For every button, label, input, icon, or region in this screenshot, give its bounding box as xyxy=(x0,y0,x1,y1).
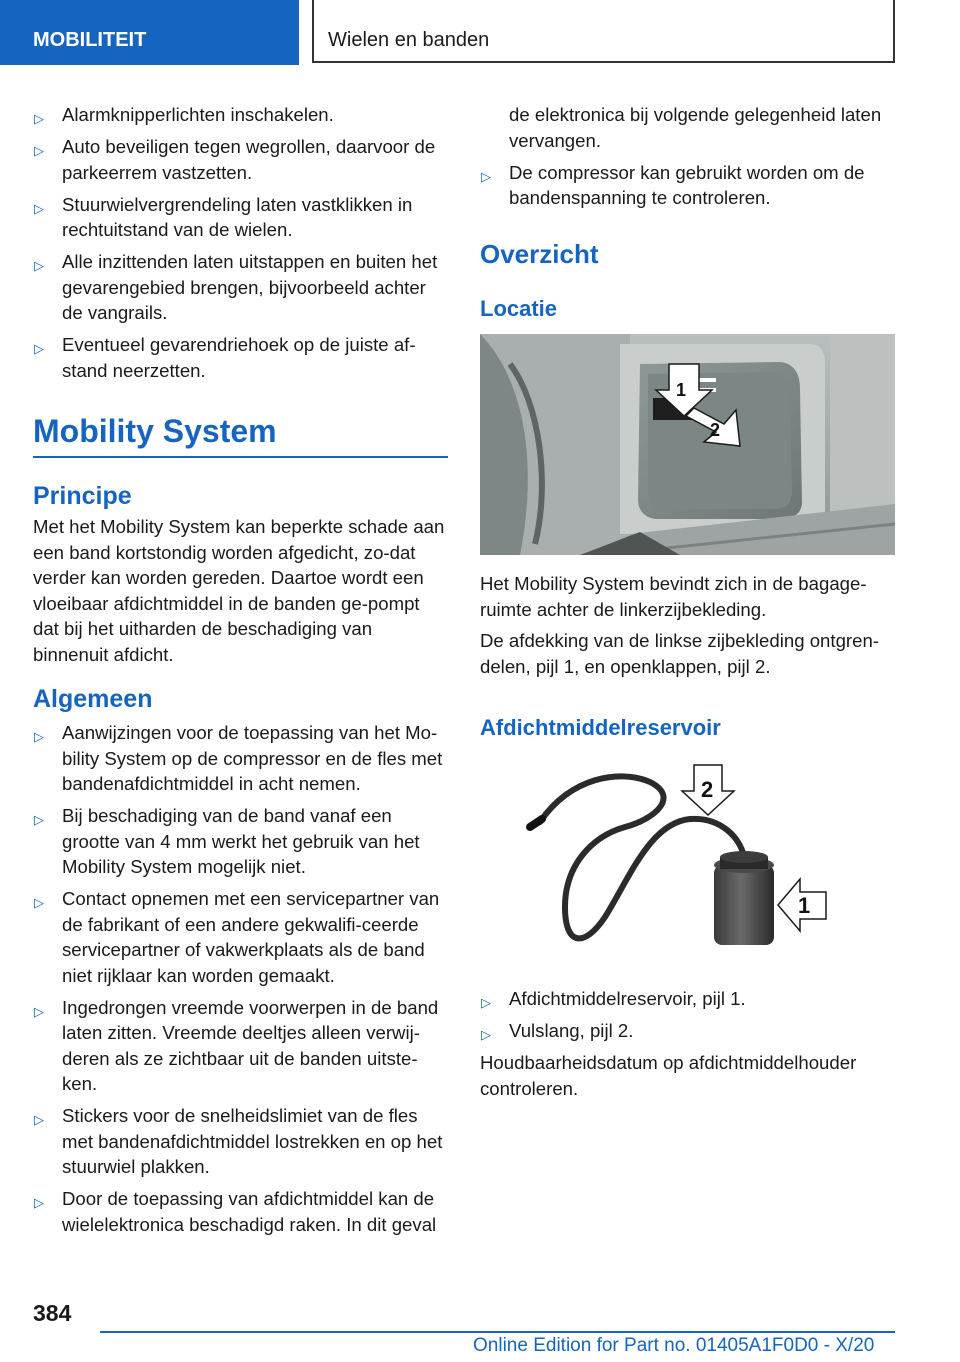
list-item: ▷ Ingedrongen vreemde voorwerpen in de band laten zitten. Vreemde deeltjes alleen verwij‐deren als ze zichtbaar uit de banden uitste‐ken. xyxy=(34,996,439,1094)
triangle-right-icon: ▷ xyxy=(34,729,44,744)
principe-text: Met het Mobility System kan beperkte schade aan een band kortstondig worden afgedicht, zo‐dat verder kan worden gereden. Daartoe wordt een vloeibaar afdichtmiddel in de banden ge‐pompt dat bij het uitharden de beschadiging van binnenuit afdicht. xyxy=(33,516,445,665)
list-item: ▷ De compressor kan gebruikt worden om de bandenspanning te controleren. xyxy=(481,161,865,208)
list-item: ▷ Bij beschadiging van de band vanaf een grootte van 4 mm werkt het gebruik van het Mobility System mogelijk niet. xyxy=(34,805,420,877)
principe-heading: Principe xyxy=(33,482,132,510)
triangle-right-icon: ▷ xyxy=(34,143,44,158)
reservoir-text: Houdbaarheidsdatum op afdichtmiddelhouder controleren. xyxy=(480,1052,857,1099)
reservoir-heading: Afdichtmiddelreservoir xyxy=(480,715,721,740)
list-item: ▷ Vulslang, pijl 2. xyxy=(480,1018,895,1044)
page-number: 384 xyxy=(33,1300,72,1326)
footer-divider xyxy=(100,1331,895,1333)
list-item: ▷ Stickers voor de snelheidslimiet van de fles met bandenafdichtmiddel lostrekken en op het stuurwiel plakken. xyxy=(34,1105,443,1177)
triangle-right-icon: ▷ xyxy=(481,168,491,184)
triangle-right-icon: ▷ xyxy=(481,995,491,1010)
triangle-right-icon: ▷ xyxy=(34,1112,44,1127)
triangle-right-icon: ▷ xyxy=(34,258,44,273)
section-title: MOBILITEIT xyxy=(33,29,147,51)
right-column xyxy=(480,102,895,322)
algemeen-heading: Algemeen xyxy=(33,685,153,713)
list-item: ▷ Aanwijzingen voor de toepassing van het Mo‐bility System op de compressor en de fles met bandenafdichtmiddel in acht nemen. xyxy=(34,722,443,794)
triangle-right-icon: ▷ xyxy=(34,1003,44,1019)
list-item: ▷ Alarmknipperlichten inschakelen. xyxy=(33,102,448,128)
safety-steps-list xyxy=(33,102,448,383)
locatie-text-block xyxy=(480,571,895,741)
list-item: de elektronica bij volgende gelegenheid laten vervangen. xyxy=(509,104,882,151)
overzicht-heading: Overzicht xyxy=(480,238,599,269)
triangle-right-icon: ▷ xyxy=(34,341,44,356)
list-item: ▷ Afdichtmiddelreservoir, pijl 1. xyxy=(480,986,895,1012)
luggage-compartment-illustration xyxy=(480,334,895,555)
triangle-right-icon: ▷ xyxy=(34,812,44,827)
triangle-right-icon: ▷ xyxy=(34,895,44,910)
locatie-heading: Locatie xyxy=(480,295,558,321)
reservoir-list xyxy=(480,986,895,1044)
list-item: ▷ Alle inzittenden laten uitstappen en buiten het gevarengebied brengen, bijvoorbeeld achter de vangrails. xyxy=(34,251,438,323)
reservoir-text-block xyxy=(480,986,895,1107)
algemeen-list xyxy=(33,720,448,1237)
list-item: ▷ Door de toepassing van afdichtmiddel kan de wielelektronica beschadigd raken. In dit geval xyxy=(34,1188,437,1235)
photo-arrow-label-2: 2 xyxy=(710,420,721,440)
chapter-title: Wielen en banden xyxy=(328,29,490,51)
diagram-arrow-label-1: 1 xyxy=(798,893,811,918)
locatie-text-1: Het Mobility System bevindt zich in de bagage‐ruimte achter de linkerzijbekleding. xyxy=(480,573,867,620)
triangle-right-icon: ▷ xyxy=(34,111,44,126)
edition-info: Online Edition for Part no. 01405A1F0D0 - X/20 xyxy=(473,1335,875,1356)
sealant-reservoir-illustration xyxy=(480,757,895,957)
section-heading: Mobility System xyxy=(33,413,448,458)
list-item: ▷ Contact opnemen met een servicepartner van de fabrikant of een andere gekwalifi‐ceerde servicepartner of vakwerkplaats als de band niet rijklaar kan worden gemaakt. xyxy=(34,888,440,986)
continued-list xyxy=(480,102,895,211)
photo-arrow-label-1: 1 xyxy=(676,380,687,400)
list-item: ▷ Auto beveiligen tegen wegrollen, daarvoor de parkeerrem vastzetten. xyxy=(34,136,436,183)
triangle-right-icon: ▷ xyxy=(34,200,44,216)
list-item: ▷ Stuurwielvergrendeling laten vastklikken in rechtuitstand van de wielen. xyxy=(34,193,413,240)
locatie-text-2: De afdekking van de linkse zijbekleding ontgren‐delen, pijl 1, en openklappen, pijl 2. xyxy=(480,630,879,677)
triangle-right-icon: ▷ xyxy=(481,1027,491,1042)
section-tab xyxy=(0,0,299,65)
diagram-arrow-label-2: 2 xyxy=(701,777,714,802)
list-item: ▷ Eventueel gevarendriehoek op de juiste af‐stand neerzetten. xyxy=(34,334,416,381)
sealant-reservoir-diagram xyxy=(480,757,895,957)
luggage-compartment-photo xyxy=(480,334,895,555)
left-column xyxy=(33,102,448,1244)
chapter-header xyxy=(312,0,895,63)
triangle-right-icon: ▷ xyxy=(34,1195,44,1210)
